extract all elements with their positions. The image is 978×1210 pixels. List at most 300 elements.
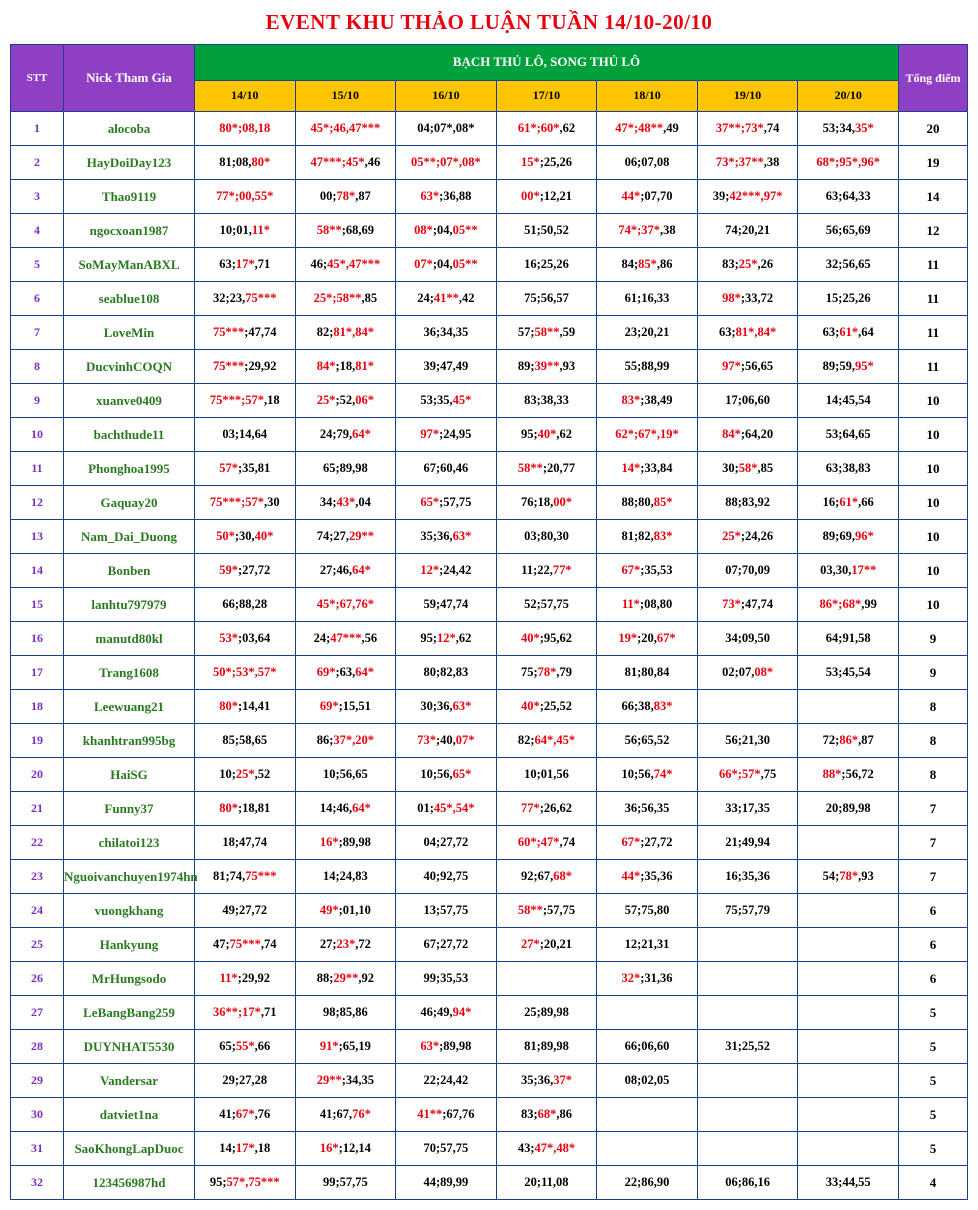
value-segment: ,49: [663, 121, 679, 135]
cell-stt: 3: [11, 180, 64, 214]
cell-day-value: [697, 758, 798, 792]
cell-day-value: [496, 588, 597, 622]
cell-day-value: [496, 690, 597, 724]
value-segment: 58**: [517, 461, 543, 475]
value-segment: 40*: [254, 529, 274, 543]
cell-day-value: [295, 554, 396, 588]
cell-nick[interactable]: Vandersar: [64, 1064, 195, 1098]
value-segment: 86*: [839, 733, 859, 747]
cell-nick[interactable]: Bonben: [64, 554, 195, 588]
cell-stt: 21: [11, 792, 64, 826]
cell-stt: 25: [11, 928, 64, 962]
cell-nick[interactable]: HayDoiDay123: [64, 146, 195, 180]
value-segment: 63;38,83: [825, 461, 871, 475]
value-segment: 25;89,98: [524, 1005, 569, 1019]
cell-nick[interactable]: MrHungsodo: [64, 962, 195, 996]
cell-day-value: [597, 418, 698, 452]
cell-total: 5: [899, 1030, 968, 1064]
value-segment: 63;64,33: [825, 189, 871, 203]
cell-total: 10: [899, 418, 968, 452]
cell-nick[interactable]: alocoba: [64, 112, 195, 146]
cell-stt: 9: [11, 384, 64, 418]
value-segment: 55*: [235, 1039, 255, 1053]
cell-nick[interactable]: datviet1na: [64, 1098, 195, 1132]
value-segment: 74;27,: [316, 529, 349, 543]
value-segment: 07;70,09: [725, 563, 770, 577]
cell-day-value: [697, 520, 798, 554]
value-segment: 07*: [455, 733, 475, 747]
value-segment: 10;56,65: [322, 767, 368, 781]
cell-day-value: [396, 554, 497, 588]
cell-nick[interactable]: Trang1608: [64, 656, 195, 690]
cell-day-value: [396, 1064, 497, 1098]
cell-day-value: [798, 112, 899, 146]
cell-day-value: [496, 758, 597, 792]
cell-total: 5: [899, 1132, 968, 1166]
value-segment: 10;56,: [621, 767, 654, 781]
value-segment: ,85: [757, 461, 774, 475]
cell-day-value: [396, 112, 497, 146]
value-segment: 16*: [319, 835, 339, 849]
value-segment: 33;44,55: [825, 1175, 871, 1189]
value-segment: 81*,84*: [735, 325, 777, 339]
cell-day-value: [396, 452, 497, 486]
table-row: [11, 996, 968, 1030]
cell-total: 11: [899, 282, 968, 316]
value-segment: 25*: [722, 529, 741, 543]
cell-nick[interactable]: HaiSG: [64, 758, 195, 792]
cell-day-value: [496, 962, 597, 996]
cell-nick[interactable]: Hankyung: [64, 928, 195, 962]
cell-day-value: [396, 248, 497, 282]
cell-day-value: [798, 1132, 899, 1166]
value-segment: 16;: [822, 495, 840, 509]
cell-day-value: [195, 792, 296, 826]
cell-day-value: [295, 962, 396, 996]
value-segment: 96*: [854, 529, 874, 543]
cell-nick[interactable]: Phonghoa1995: [64, 452, 195, 486]
value-segment: 75***: [245, 869, 277, 883]
value-segment: ,93: [858, 869, 874, 883]
cell-day-value: [798, 928, 899, 962]
value-segment: 30;: [722, 461, 739, 475]
cell-day-value: [597, 112, 698, 146]
value-segment: 21;49,94: [725, 835, 770, 849]
value-segment: ,86: [656, 257, 673, 271]
cell-day-value: [195, 350, 296, 384]
value-segment: 99;35,53: [423, 971, 469, 985]
value-segment: 40;92,75: [423, 869, 469, 883]
value-segment: 43*: [336, 495, 356, 509]
cell-day-value: [195, 690, 296, 724]
cell-total: 10: [899, 554, 968, 588]
table-row: [11, 180, 968, 214]
value-segment: ,85: [361, 291, 378, 305]
value-segment: 77*: [520, 801, 540, 815]
value-segment: 88;80,: [621, 495, 654, 509]
cell-day-value: [496, 996, 597, 1030]
value-segment: 58**: [316, 223, 342, 237]
value-segment: ;35,36: [640, 869, 673, 883]
value-segment: 41;67,: [319, 1107, 353, 1121]
value-segment: 47***;45*: [310, 155, 365, 169]
table-row: [11, 860, 968, 894]
value-segment: 06*: [355, 393, 374, 407]
value-segment: 07*: [414, 257, 433, 271]
value-segment: 10;: [219, 767, 236, 781]
value-segment: ;04,: [432, 257, 453, 271]
cell-day-value: [496, 860, 597, 894]
cell-nick[interactable]: vuongkhang: [64, 894, 195, 928]
cell-total: 12: [899, 214, 968, 248]
cell-day-value: [396, 180, 497, 214]
cell-day-value: [697, 622, 798, 656]
value-segment: 68*: [537, 1107, 557, 1121]
cell-nick[interactable]: SaoKhongLapDuoc: [64, 1132, 195, 1166]
cell-nick[interactable]: LeBangBang259: [64, 996, 195, 1030]
value-segment: 80*: [219, 699, 238, 713]
cell-day-value: [396, 384, 497, 418]
table-row: [11, 1098, 968, 1132]
value-segment: 06;86,16: [725, 1175, 770, 1189]
value-segment: 42***,97*: [729, 189, 783, 203]
cell-day-value: [396, 894, 497, 928]
cell-day-value: [798, 180, 899, 214]
value-segment: ,87: [858, 733, 874, 747]
value-segment: 45*,47***: [327, 257, 381, 271]
cell-day-value: [195, 622, 296, 656]
cell-day-value: [396, 792, 497, 826]
value-segment: 14;46,: [319, 801, 353, 815]
value-segment: 59;47,74: [423, 597, 469, 611]
cell-day-value: [496, 350, 597, 384]
cell-day-value: [597, 1098, 698, 1132]
value-segment: ;15,51: [338, 699, 371, 713]
cell-day-value: [798, 690, 899, 724]
value-segment: ;35,81: [238, 461, 271, 475]
value-segment: 78*: [839, 869, 859, 883]
cell-day-value: [496, 792, 597, 826]
value-segment: 67*: [656, 631, 676, 645]
value-segment: ;68,69: [341, 223, 374, 237]
cell-day-value: [195, 180, 296, 214]
cell-nick[interactable]: Funny37: [64, 792, 195, 826]
value-segment: 83;38,33: [524, 393, 569, 407]
cell-nick[interactable]: 123456987hd: [64, 1166, 195, 1200]
cell-day-value: [597, 690, 698, 724]
cell-day-value: [798, 350, 899, 384]
cell-day-value: [396, 826, 497, 860]
cell-nick[interactable]: bachthude11: [64, 418, 195, 452]
cell-day-value: [697, 384, 798, 418]
cell-day-value: [396, 1030, 497, 1064]
table-row: [11, 588, 968, 622]
cell-day-value: [697, 248, 798, 282]
cell-day-value: [295, 1098, 396, 1132]
cell-day-value: [697, 180, 798, 214]
cell-stt: 16: [11, 622, 64, 656]
value-segment: 08*: [414, 223, 433, 237]
cell-day-value: [496, 928, 597, 962]
value-segment: 40*: [537, 427, 557, 441]
cell-day-value: [195, 962, 296, 996]
value-segment: ,62: [455, 631, 472, 645]
value-segment: ,74: [763, 121, 780, 135]
cell-day-value: [697, 928, 798, 962]
value-segment: ,62: [556, 427, 572, 441]
value-segment: 81*: [355, 359, 374, 373]
cell-day-value: [396, 860, 497, 894]
cell-day-value: [697, 1132, 798, 1166]
value-segment: 12*: [437, 631, 456, 645]
cell-total: 7: [899, 826, 968, 860]
cell-day-value: [496, 1030, 597, 1064]
value-segment: 00;: [319, 189, 337, 203]
cell-day-value: [798, 282, 899, 316]
value-segment: 14;24,83: [322, 869, 368, 883]
value-segment: ,64: [858, 325, 874, 339]
value-segment: 29**: [316, 1073, 342, 1087]
cell-day-value: [396, 350, 497, 384]
table-row: [11, 656, 968, 690]
value-segment: ;25,26: [539, 155, 572, 169]
value-segment: ,86: [556, 1107, 572, 1121]
column-header-group: BẠCH THỦ LÔ, SONG THỦ LÔ: [195, 45, 899, 81]
value-segment: 41;: [219, 1107, 236, 1121]
value-segment: 86*;68*: [819, 597, 862, 611]
cell-total: 7: [899, 792, 968, 826]
value-segment: 66;38,: [621, 699, 654, 713]
value-segment: 32;23,: [213, 291, 246, 305]
cell-day-value: [396, 282, 497, 316]
cell-nick[interactable]: chilatoi123: [64, 826, 195, 860]
cell-nick[interactable]: ngocxoan1987: [64, 214, 195, 248]
value-segment: 64;91,58: [825, 631, 871, 645]
cell-nick[interactable]: Nam_Dai_Duong: [64, 520, 195, 554]
cell-day-value: [597, 962, 698, 996]
cell-day-value: [697, 690, 798, 724]
cell-total: 10: [899, 520, 968, 554]
cell-nick[interactable]: seablue108: [64, 282, 195, 316]
value-segment: 95*: [854, 359, 874, 373]
value-segment: ,75: [760, 767, 777, 781]
value-segment: 81;82,: [621, 529, 654, 543]
value-segment: 67*: [621, 835, 641, 849]
value-segment: ,18: [254, 1141, 271, 1155]
cell-day-value: [496, 248, 597, 282]
value-segment: 68*;95*,96*: [816, 155, 880, 169]
cell-nick[interactable]: Nguoivanchuyen1974hn: [64, 860, 195, 894]
value-segment: 89;59,: [822, 359, 855, 373]
value-segment: ;52,: [335, 393, 356, 407]
value-segment: 34;: [319, 495, 337, 509]
cell-nick[interactable]: Gaquay20: [64, 486, 195, 520]
column-header-day: 15/10: [295, 80, 396, 111]
cell-day-value: [396, 622, 497, 656]
value-segment: 45*;67,76*: [316, 597, 374, 611]
cell-day-value: [295, 1030, 396, 1064]
cell-nick[interactable]: lanhtu797979: [64, 588, 195, 622]
cell-nick[interactable]: xuanve0409: [64, 384, 195, 418]
cell-stt: 13: [11, 520, 64, 554]
value-segment: 17*: [235, 1141, 255, 1155]
cell-day-value: [697, 316, 798, 350]
cell-nick[interactable]: Thao9119: [64, 180, 195, 214]
value-segment: 32*: [621, 971, 641, 985]
table-head: [11, 45, 968, 112]
cell-total: 8: [899, 690, 968, 724]
cell-day-value: [697, 826, 798, 860]
value-segment: 61*: [839, 495, 859, 509]
value-segment: ;64,20: [740, 427, 774, 441]
cell-day-value: [195, 656, 296, 690]
value-segment: 59*: [219, 563, 238, 577]
cell-day-value: [195, 486, 296, 520]
value-segment: 80*: [219, 801, 238, 815]
value-segment: 75***;57*: [209, 393, 265, 407]
value-segment: 14;: [219, 1141, 236, 1155]
page-title: EVENT KHU THẢO LUẬN TUẦN 14/10-20/10: [265, 10, 713, 34]
cell-day-value: [496, 1098, 597, 1132]
value-segment: ;56,72: [841, 767, 874, 781]
table-row: [11, 962, 968, 996]
cell-stt: 20: [11, 758, 64, 792]
value-segment: 66;88,28: [222, 597, 268, 611]
cell-day-value: [597, 146, 698, 180]
cell-day-value: [195, 724, 296, 758]
cell-day-value: [295, 690, 396, 724]
value-segment: 27;: [319, 937, 337, 951]
cell-nick[interactable]: LoveMin: [64, 316, 195, 350]
table-row: [11, 690, 968, 724]
cell-total: 6: [899, 928, 968, 962]
cell-nick[interactable]: Leewuang21: [64, 690, 195, 724]
value-segment: ,71: [254, 257, 271, 271]
value-segment: ,92: [358, 971, 374, 985]
value-segment: 15;25,26: [825, 291, 871, 305]
value-segment: 89;69,: [822, 529, 855, 543]
value-segment: 63;: [822, 325, 840, 339]
cell-day-value: [697, 1030, 798, 1064]
cell-day-value: [496, 452, 597, 486]
cell-nick[interactable]: khanhtran995bg: [64, 724, 195, 758]
cell-day-value: [195, 452, 296, 486]
value-segment: ,38: [660, 223, 676, 237]
value-segment: 66;06,60: [624, 1039, 670, 1053]
value-segment: ;24,26: [740, 529, 774, 543]
cell-day-value: [396, 146, 497, 180]
value-segment: ;31,36: [640, 971, 673, 985]
cell-nick[interactable]: manutd80kl: [64, 622, 195, 656]
column-header-day: 16/10: [396, 80, 497, 111]
value-segment: 29**: [333, 971, 359, 985]
cell-nick[interactable]: DUYNHAT5530: [64, 1030, 195, 1064]
value-segment: 34;09,50: [725, 631, 770, 645]
cell-day-value: [798, 214, 899, 248]
table-row: [11, 520, 968, 554]
cell-day-value: [697, 214, 798, 248]
value-segment: 58**: [534, 325, 560, 339]
value-segment: 84*: [316, 359, 336, 373]
cell-day-value: [798, 520, 899, 554]
value-segment: 47;: [213, 937, 230, 951]
cell-day-value: [496, 282, 597, 316]
cell-day-value: [195, 826, 296, 860]
column-header-day: 18/10: [597, 80, 698, 111]
cell-stt: 28: [11, 1030, 64, 1064]
cell-day-value: [597, 724, 698, 758]
value-segment: 74*;37*: [618, 223, 661, 237]
cell-day-value: [697, 146, 798, 180]
value-segment: 78*: [537, 665, 557, 679]
cell-nick[interactable]: DucvinhCOQN: [64, 350, 195, 384]
value-segment: 25*: [738, 257, 758, 271]
value-segment: 98;85,86: [322, 1005, 368, 1019]
value-segment: ;47,74: [244, 325, 277, 339]
value-segment: ;65,19: [338, 1039, 371, 1053]
value-segment: 85*: [638, 257, 657, 271]
value-segment: 32;56,65: [825, 257, 871, 271]
value-segment: 83;: [722, 257, 739, 271]
value-segment: 98*: [722, 291, 741, 305]
cell-day-value: [798, 826, 899, 860]
value-segment: 17*: [235, 257, 255, 271]
table-row: [11, 554, 968, 588]
value-segment: 82;: [316, 325, 334, 339]
table-row: [11, 1064, 968, 1098]
value-segment: 19*: [618, 631, 638, 645]
value-segment: 51;50,52: [524, 223, 569, 237]
column-header-day: 17/10: [496, 80, 597, 111]
value-segment: 27*: [520, 937, 540, 951]
value-segment: ;25,52: [539, 699, 572, 713]
value-segment: 18;47,74: [222, 835, 268, 849]
value-segment: ;18,: [335, 359, 356, 373]
value-segment: 55;88,99: [624, 359, 670, 373]
value-segment: 53;35,: [420, 393, 453, 407]
cell-total: 10: [899, 452, 968, 486]
value-segment: 22;24,42: [423, 1073, 469, 1087]
column-header-day: 19/10: [697, 80, 798, 111]
value-segment: 37*,20*: [333, 733, 374, 747]
cell-nick[interactable]: SoMayManABXL: [64, 248, 195, 282]
value-segment: ;56,65: [740, 359, 774, 373]
value-segment: 68*: [553, 869, 572, 883]
header-row-top: [11, 45, 968, 81]
value-segment: 46;49,: [420, 1005, 453, 1019]
cell-day-value: [195, 996, 296, 1030]
cell-day-value: [195, 520, 296, 554]
value-segment: 13;57,75: [423, 903, 469, 917]
value-segment: 41**: [417, 1107, 443, 1121]
value-segment: 37*: [553, 1073, 572, 1087]
value-segment: 45*;46,47***: [310, 121, 381, 135]
value-segment: ;33,72: [740, 291, 774, 305]
value-segment: ;40,: [436, 733, 456, 747]
cell-day-value: [295, 282, 396, 316]
value-segment: 63*: [452, 699, 472, 713]
value-segment: ;38,49: [640, 393, 673, 407]
cell-day-value: [295, 350, 396, 384]
value-segment: 10;56,: [420, 767, 453, 781]
cell-stt: 23: [11, 860, 64, 894]
cell-total: 11: [899, 248, 968, 282]
cell-stt: 19: [11, 724, 64, 758]
value-segment: ;24,95: [439, 427, 472, 441]
value-segment: 75***: [245, 291, 277, 305]
cell-day-value: [396, 690, 497, 724]
value-segment: 77*;00,55*: [216, 189, 274, 203]
